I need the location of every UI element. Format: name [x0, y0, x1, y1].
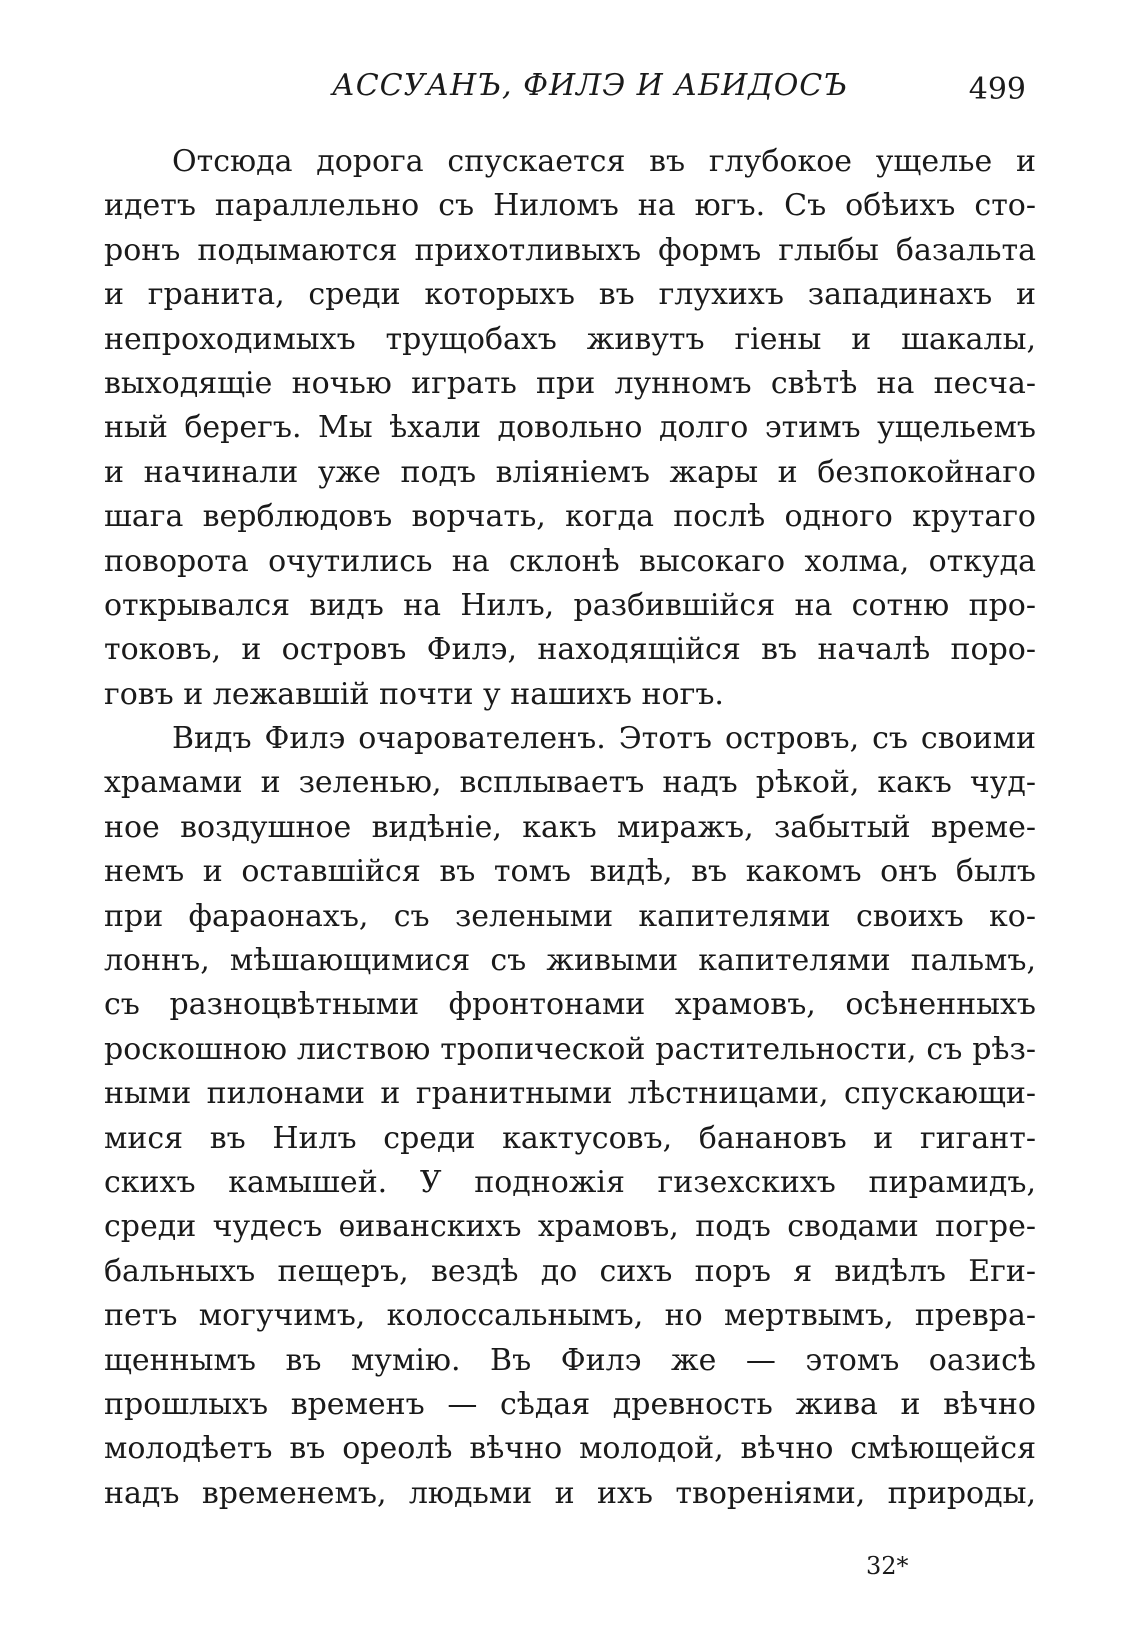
- text-line: бальныхъ пещеръ, вездѣ до сихъ поръ я видѣлъ Еги-: [104, 1253, 1036, 1289]
- text-line: непроходимыхъ трущобахъ живутъ гіены и шакалы,: [104, 321, 1036, 357]
- text-line: шага верблюдовъ ворчать, когда послѣ одного крутаго: [104, 499, 1036, 535]
- running-title: АССУАНЪ, ФИЛЭ И АБИДОСЪ: [332, 68, 849, 103]
- text-line: прошлыхъ временъ — сѣдая древность жива и вѣчно: [104, 1386, 1036, 1422]
- text-line: ными пилонами и гранитными лѣстницами, спускающи-: [104, 1076, 1036, 1112]
- text-line: петъ могучимъ, колоссальнымъ, но мертвымъ, превра-: [104, 1298, 1036, 1334]
- text-line: скихъ камышей. У подножія гизехскихъ пирамидъ,: [104, 1164, 1036, 1200]
- text-line: ное воздушное видѣніе, какъ миражъ, забытый време-: [104, 809, 1036, 845]
- text-line: и начинали уже подъ вліяніемъ жары и безпокойнаго: [104, 454, 1036, 490]
- paragraph: [104, 717, 1036, 1516]
- text-line: говъ и лежавшій почти у нашихъ ногъ.: [104, 676, 724, 712]
- text-line: идетъ параллельно съ Ниломъ на югъ. Съ обѣихъ сто-: [104, 188, 1036, 224]
- paragraph: [104, 140, 1036, 717]
- text-line: и гранита, среди которыхъ въ глухихъ западинахъ и: [104, 277, 1036, 313]
- running-head: [100, 68, 1040, 118]
- signature-mark: 32*: [866, 1552, 909, 1580]
- text-line: молодѣетъ въ ореолѣ вѣчно молодой, вѣчно смѣющейся: [104, 1431, 1036, 1467]
- text-line: храмами и зеленью, всплываетъ надъ рѣкой, какъ чуд-: [104, 765, 1036, 801]
- page-number: 499: [968, 72, 1026, 107]
- text-line: надъ временемъ, людьми и ихъ твореніями, природы,: [104, 1475, 1036, 1511]
- text-line: Видъ Филэ очарователенъ. Этотъ островъ, съ своими: [172, 721, 1036, 757]
- text-line: Отсюда дорога спускается въ глубокое ущелье и: [172, 144, 1036, 179]
- text-line: открывался видъ на Нилъ, разбившійся на сотню про-: [104, 587, 1036, 623]
- text-line: среди чудесъ ѳиванскихъ храмовъ, подъ сводами погре-: [104, 1209, 1036, 1245]
- text-line: токовъ, и островъ Филэ, находящійся въ началѣ поро-: [104, 632, 1036, 668]
- text-line: мися въ Нилъ среди кактусовъ, банановъ и гигант-: [104, 1120, 1036, 1156]
- text-line: роскошною листвою тропической растительности, съ рѣз-: [104, 1031, 1036, 1067]
- text-line: при фараонахъ, съ зелеными капителями своихъ ко-: [104, 898, 1036, 934]
- text-line: ный берегъ. Мы ѣхали довольно долго этимъ ущельемъ: [104, 410, 1036, 446]
- text-line: съ разноцвѣтными фронтонами храмовъ, осѣненныхъ: [104, 987, 1036, 1023]
- text-line: немъ и оставшійся въ томъ видѣ, въ какомъ онъ былъ: [104, 854, 1036, 890]
- text-line: поворота очутились на склонѣ высокаго холма, откуда: [104, 543, 1036, 579]
- text-line: лоннъ, мѣшающимися съ живыми капителями пальмъ,: [104, 943, 1036, 979]
- text-line: выходящіе ночью играть при лунномъ свѣтѣ на песча-: [104, 365, 1036, 401]
- text-line: щеннымъ въ мумію. Въ Филэ же — этомъ оазисѣ: [104, 1342, 1036, 1378]
- text-line: ронъ подымаются прихотливыхъ формъ глыбы базальта: [104, 232, 1036, 268]
- body-text: [104, 140, 1036, 1516]
